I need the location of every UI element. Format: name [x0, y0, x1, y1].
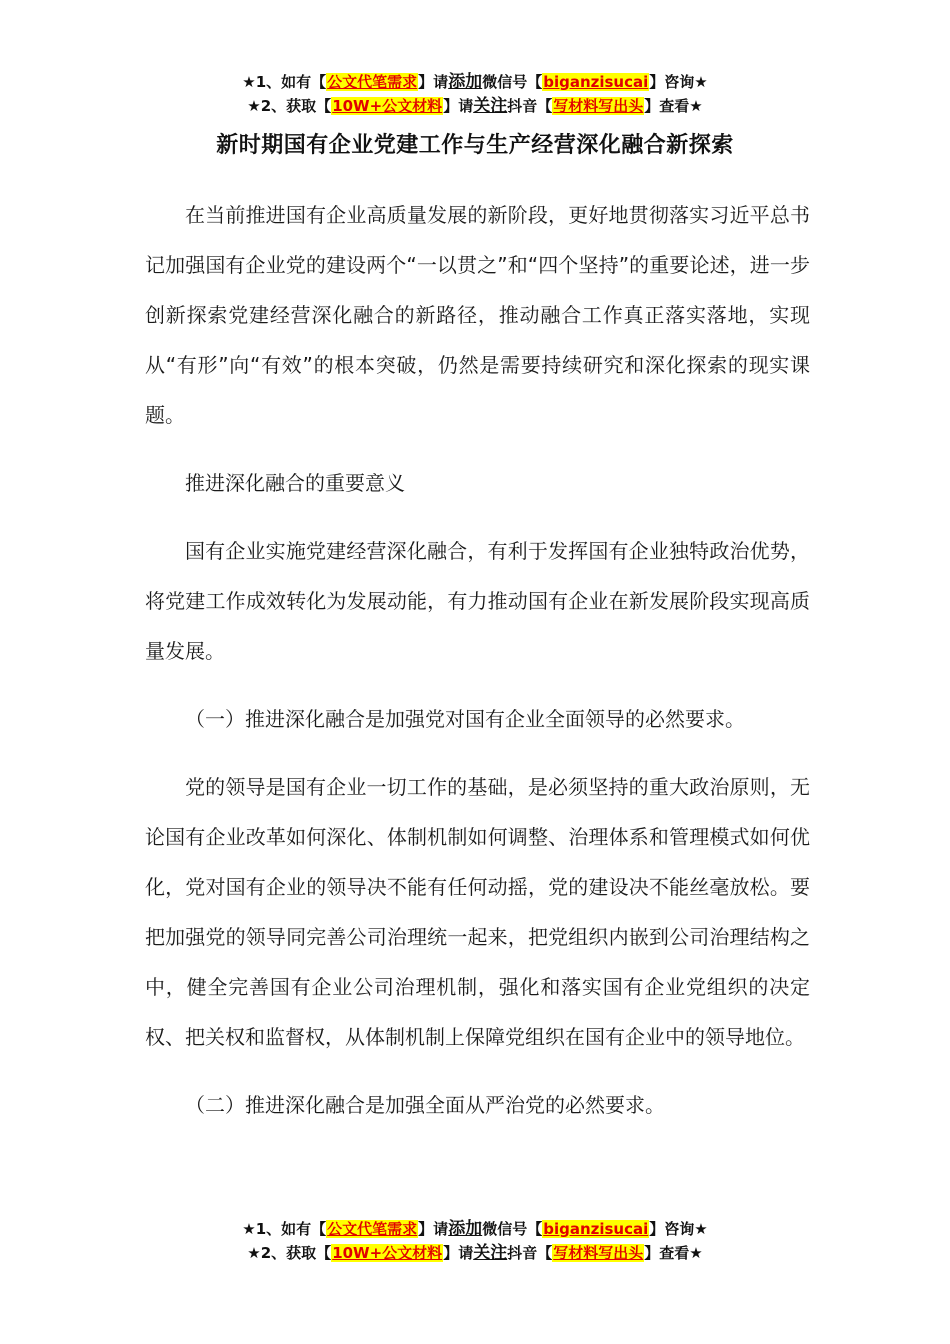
ad-text: 抖音【 [507, 1244, 553, 1262]
ad-highlight-douyin-account: 写材料写出头 [553, 1244, 644, 1262]
footer-ad-line-2 [0, 1241, 950, 1265]
document-title: 新时期国有企业党建工作与生产经营深化融合新探索 [216, 133, 734, 158]
ad-text: 抖音【 [507, 97, 553, 115]
ad-text: 微信号【 [482, 73, 543, 91]
ad-text: ★1、如有【 [242, 73, 327, 91]
document-body [145, 190, 810, 1148]
ad-highlight-materials: 10W+公文材料 [332, 97, 443, 115]
ad-emphasis-add: 添加 [448, 72, 483, 92]
ad-emphasis-follow: 关注 [473, 96, 508, 116]
subsection-heading: （一）推进深化融合是加强党对国有企业全面领导的必然要求。 [185, 707, 745, 731]
ad-text: ★2、获取【 [247, 97, 332, 115]
ad-text: 】请 [443, 97, 474, 115]
ad-text: 】请 [418, 1220, 449, 1238]
paragraph: 党的领导是国有企业一切工作的基础，是必须坚持的重大政治原则，无论国有企业改革如何深化、体制机制如何调整、治理体系和管理模式如何优化，党对国有企业的领导决不能有任何动摇，党的建设决不能丝毫放松。要把加强党的领导同完善公司治理统一起来，把党组织内嵌到公司治理结构之中，健全完善国有企业公司治理机制，强化和落实国有企业党组织的决定权、把关权和监督权，从体制机制上保障党组织在国有企业中的领导地位。 [145, 775, 810, 1049]
section-heading: 推进深化融合的重要意义 [185, 471, 405, 495]
ad-text: ★2、获取【 [247, 1244, 332, 1262]
paragraph: 在当前推进国有企业高质量发展的新阶段，更好地贯彻落实习近平总书记加强国有企业党的建设两个“一以贯之”和“四个坚持”的重要论述，进一步创新探索党建经营深化融合的新路径，推动融合工作真正落实落地，实现从“有形”向“有效”的根本突破，仍然是需要持续研究和深化探索的现实课题。 [145, 203, 810, 427]
header-ad-line-2 [0, 94, 950, 118]
paragraph: 国有企业实施党建经营深化融合，有利于发挥国有企业独特政治优势，将党建工作成效转化为发展动能，有力推动国有企业在新发展阶段实现高质量发展。 [145, 539, 810, 663]
ad-highlight-ghostwriting: 公文代笔需求 [327, 1220, 418, 1238]
ad-text: 】咨询★ [649, 73, 708, 91]
ad-emphasis-add: 添加 [448, 1219, 483, 1239]
header-ad-line-1 [0, 70, 950, 94]
footer-ad-line-1 [0, 1217, 950, 1241]
ad-highlight-wechat-id: biganzisucai [543, 73, 649, 91]
ad-highlight-ghostwriting: 公文代笔需求 [327, 73, 418, 91]
footer-ad-banner [0, 1217, 950, 1265]
ad-text: 】请 [418, 73, 449, 91]
ad-emphasis-follow: 关注 [473, 1243, 508, 1263]
ad-text: 】请 [443, 1244, 474, 1262]
ad-text: 微信号【 [482, 1220, 543, 1238]
header-ad-banner [0, 70, 950, 118]
subsection-heading: （二）推进深化融合是加强全面从严治党的必然要求。 [185, 1093, 665, 1117]
ad-highlight-douyin-account: 写材料写出头 [553, 97, 644, 115]
ad-text: ★1、如有【 [242, 1220, 327, 1238]
ad-text: 】查看★ [644, 97, 703, 115]
ad-highlight-wechat-id: biganzisucai [543, 1220, 649, 1238]
ad-text: 】咨询★ [649, 1220, 708, 1238]
ad-text: 】查看★ [644, 1244, 703, 1262]
ad-highlight-materials: 10W+公文材料 [332, 1244, 443, 1262]
